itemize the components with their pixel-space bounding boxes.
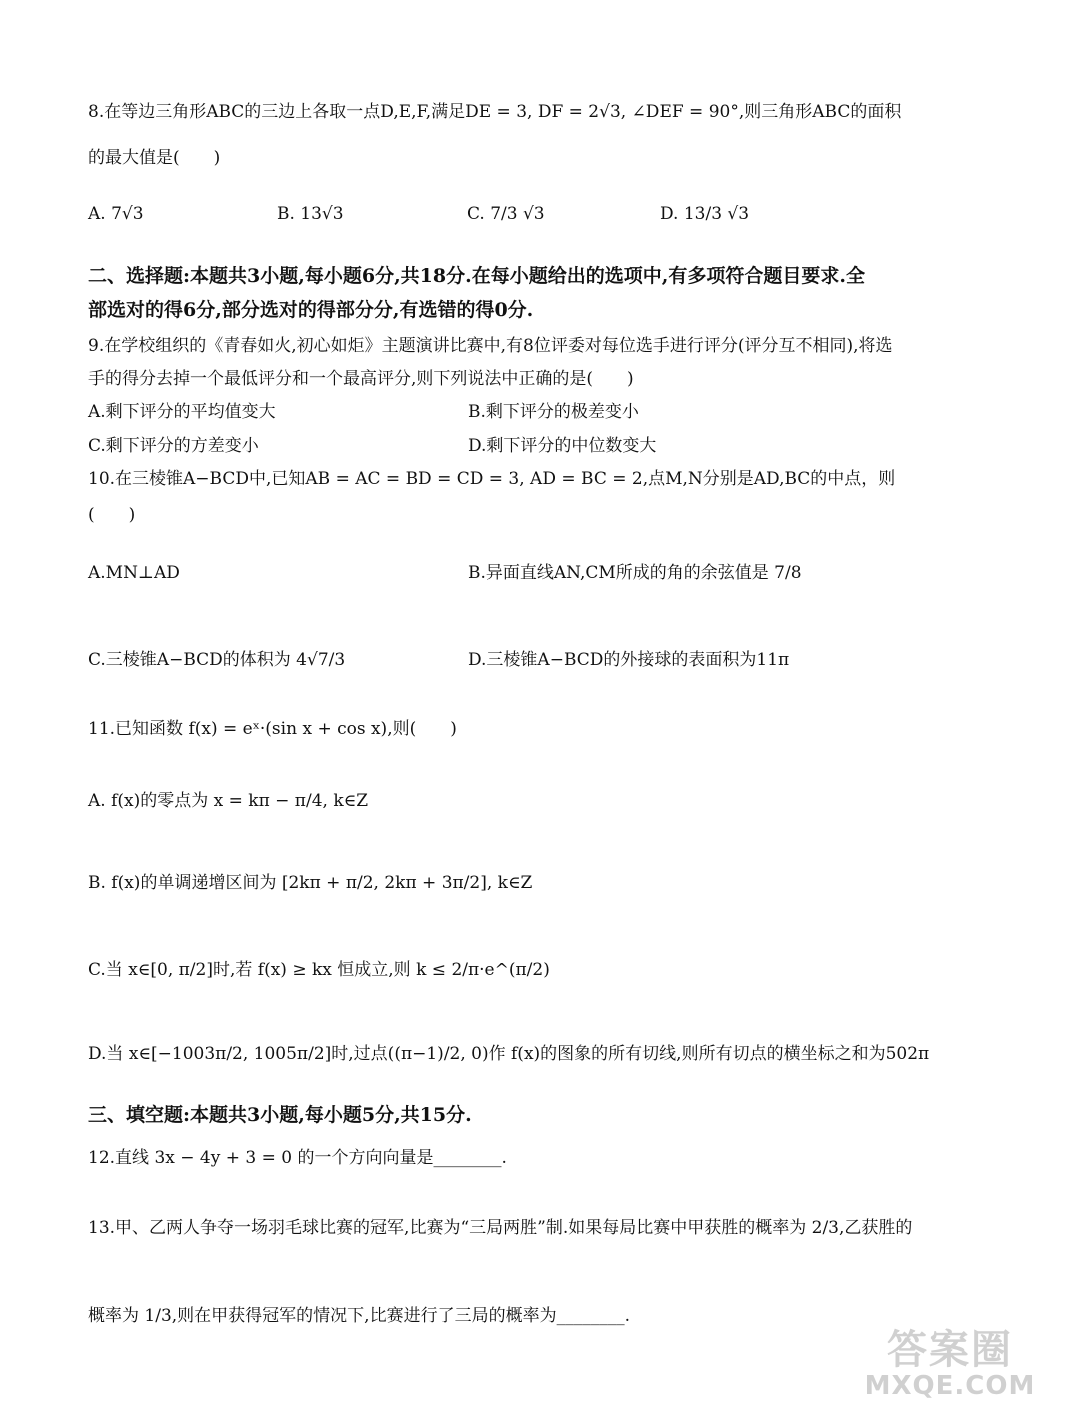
q11-option-c: C.当 x∈[0, π/2]时,若 f(x) ≥ kx 恒成立,则 k ≤ 2/π·e^(π/2) — [88, 960, 550, 980]
q10-option-b: B.异面直线AN,CM所成的角的余弦值是 7/8 — [468, 563, 802, 583]
q8-line2: 的最大值是( ) — [88, 148, 221, 168]
section2-heading-line2: 部选对的得6分,部分选对的得部分分,有选错的得0分. — [88, 299, 534, 321]
q9-option-d: D.剩下评分的中位数变大 — [468, 436, 657, 456]
q10-option-a: A.MN⊥AD — [88, 563, 180, 583]
q10-line2: ( ) — [88, 505, 136, 525]
section3-heading: 三、填空题:本题共3小题,每小题5分,共15分. — [88, 1104, 472, 1126]
q11-option-a: A. f(x)的零点为 x = kπ − π/4, k∈Z — [88, 791, 369, 811]
q12-text: 12.直线 3x − 4y + 3 = 0 的一个方向向量是________. — [88, 1148, 507, 1168]
q11-stem: 11.已知函数 f(x) = eˣ·(sin x + cos x),则( ) — [88, 719, 457, 739]
q13-line1: 13.甲、乙两人争夺一场羽毛球比赛的冠军,比赛为“三局两胜”制.如果每局比赛中甲获胜的概率为 2/3,乙获胜的 — [88, 1218, 913, 1238]
q8-option-c: C. 7/3 √3 — [467, 204, 545, 224]
q13-line2: 概率为 1/3,则在甲获得冠军的情况下,比赛进行了三局的概率为________. — [88, 1306, 630, 1326]
q10-option-c: C.三棱锥A−BCD的体积为 4√7/3 — [88, 650, 346, 670]
q10-option-d: D.三棱锥A−BCD的外接球的表面积为11π — [468, 650, 790, 670]
q8-line1: 8.在等边三角形ABC的三边上各取一点D,E,F,满足DE = 3, DF = 2√3, ∠DEF = 90°,则三角形ABC的面积 — [88, 102, 902, 122]
q9-option-b: B.剩下评分的极差变小 — [468, 402, 639, 422]
q8-option-b: B. 13√3 — [277, 204, 344, 224]
q9-option-a: A.剩下评分的平均值变大 — [88, 402, 276, 422]
watermark-brand: 答案圈 — [887, 1327, 1013, 1374]
q8-option-d: D. 13/3 √3 — [660, 204, 750, 224]
q11-option-b: B. f(x)的单调递增区间为 [2kπ + π/2, 2kπ + 3π/2], k∈Z — [88, 873, 533, 893]
q9-option-c: C.剩下评分的方差变小 — [88, 436, 259, 456]
q8-option-a: A. 7√3 — [88, 204, 144, 224]
q11-option-d: D.当 x∈[−1003π/2, 1005π/2]时,过点((π−1)/2, 0)作 f(x)的图象的所有切线,则所有切点的横坐标之和为502π — [88, 1044, 930, 1064]
q9-line2: 手的得分去掉一个最低评分和一个最高评分,则下列说法中正确的是( ) — [88, 369, 634, 389]
watermark-logo — [860, 1328, 1040, 1401]
q9-line1: 9.在学校组织的《青春如火,初心如炬》主题演讲比赛中,有8位评委对每位选手进行评分(评分互不相同),将选 — [88, 336, 893, 356]
watermark-url: MXQE.COM — [864, 1371, 1036, 1402]
q10-line1: 10.在三棱锥A−BCD中,已知AB = AC = BD = CD = 3, AD = BC = 2,点M,N分别是AD,BC的中点，则 — [88, 469, 896, 489]
section2-heading-line1: 二、选择题:本题共3小题,每小题6分,共18分.在每小题给出的选项中,有多项符合题目要求.全 — [88, 265, 865, 287]
